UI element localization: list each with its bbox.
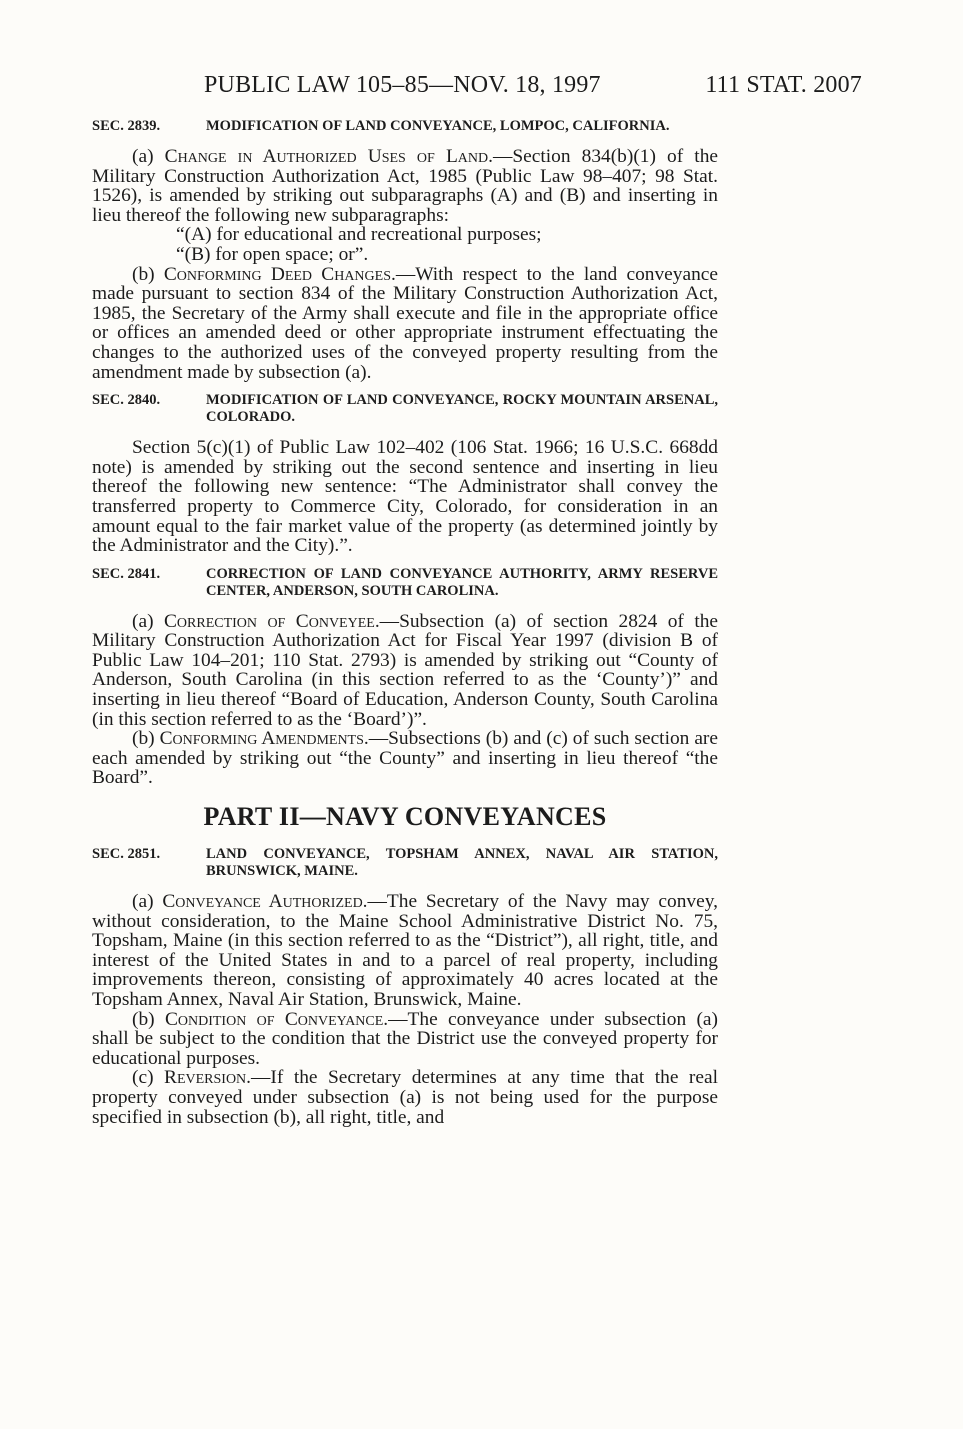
part-heading: PART II—NAVY CONVEYANCES [203,802,607,832]
subsection-c [92,1068,718,1127]
section-number: SEC. 2840. [92,392,161,409]
quoted-subparagraph-b: “(B) for open space; or”. [176,243,369,265]
subsection-a [92,892,718,1010]
subsection-label: (b) [132,1008,165,1030]
section-title: MODIFICATION OF LAND CONVEYANCE, ROCKY MOUNTAIN ARSENAL, COLORADO. [206,392,718,426]
section-title: LAND CONVEYANCE, TOPSHAM ANNEX, NAVAL AIR STATION, BRUNSWICK, MAINE. [206,846,718,880]
section-heading-2841 [92,566,718,600]
section-number: SEC. 2841. [92,565,161,582]
subsection-caption: Reversion. [164,1067,252,1089]
subsection-b [92,729,718,788]
section-title: MODIFICATION OF LAND CONVEYANCE, LOMPOC, CALIFORNIA. [206,118,670,134]
subsection-caption: Conveyance Authorized. [162,891,368,913]
subsection-a [92,612,718,730]
subsection-label: (a) [132,610,164,632]
section-title: CORRECTION OF LAND CONVEYANCE AUTHORITY, ARMY RESERVE CENTER, ANDERSON, SOUTH CAROLINA. [206,565,718,599]
subsection-text: —If the Secretary determines at any time that the real property conveyed under subsection (a) is not being used for the purpose specified in subsection (b), all right, title, and [92,1067,718,1128]
subsection-text: —Subsections (b) and (c) of such section are each amended by striking out “the County” and inserting in lieu thereof “the Board”. [92,728,718,789]
section-text: Section 5(c)(1) of Public Law 102–402 (106 Stat. 1966; 16 U.S.C. 668dd note) is amended by striking out the second sentence and inserting in lieu thereof the following new sentence: “The Administrator shall convey the transferred property to Commerce City, Colorado, for consideration in an amount equal to the fair market value of the property (as determined jointly by the Administrator and the City).”. [92,437,718,557]
subsection-b [92,1010,718,1069]
section-heading-2851 [92,846,718,880]
section-heading-2839 [92,118,718,135]
subsection-caption: Condition of Conveyance. [164,1008,389,1030]
document-body [92,118,718,1127]
subsection-b [92,265,718,383]
subsection-label: (a) [132,146,165,167]
subsection-label: (a) [132,891,163,913]
section-number: SEC. 2851. [92,846,161,863]
subsection-label: (b) [132,263,164,285]
subsection-a [92,147,718,225]
section-number: SEC. 2839. [92,118,161,134]
subsection-text: —The Secretary of the Navy may convey, without consideration, to the Maine School Administrative District No. 75, Topsham, Maine (in this section referred to as the “District”), all right, title, and interest of the United States in and to a parcel of real property, including improvements thereon, consisting of approximately 40 acres located at the Topsham Annex, Naval Air Station, Brunswick, Maine. [92,891,718,1010]
subsection-text: —Section 834(b)(1) of the Military Construction Authorization Act, 1985 (Public Law 98–407; 98 Stat. 1526), is amended by striking out subparagraphs (A) and (B) and inserting in lieu thereof the following new subparagraphs: [92,146,718,226]
subsection-text: —With respect to the land conveyance made pursuant to section 834 of the Military Construction Authorization Act, 1985, the Secretary of the Army shall execute and file in the appropriate office or offices an amended deed or other appropriate instrument effectuating the changes to the authorized uses of the conveyed property resulting from the amendment made by subsection (a). [92,263,718,383]
subsection-label: (b) [132,728,160,750]
subsection-caption: Conforming Amendments. [159,728,369,750]
section-heading-2840 [92,392,718,426]
header-title: PUBLIC LAW 105–85—NOV. 18, 1997 [204,72,601,98]
subsection-text: —Subsection (a) of section 2824 of the Military Construction Authorization Act for Fiscal Year 1997 (division B of Public Law 104–201; 110 Stat. 2793) is amended by striking out “County of Anderson, South Carolina (in this section referred to as the ‘County’)” and inserting in lieu thereof “Board of Education, Anderson County, South Carolina (in this section referred to as the ‘Board’)”. [92,610,719,730]
quoted-subparagraph-a: “(A) for educational and recreational purposes; [176,224,542,246]
subsection-caption: Conforming Deed Changes. [163,263,396,285]
subsection-label: (c) [132,1067,165,1089]
subsection-caption: Change in Authorized Uses of Land. [164,146,493,167]
header-stat-page: 111 STAT. 2007 [705,72,862,98]
subsection-caption: Correction of Conveyee. [163,610,380,632]
subsection-text: —The conveyance under subsection (a) shall be subject to the condition that the District use the conveyed property for educational purposes. [92,1008,718,1069]
